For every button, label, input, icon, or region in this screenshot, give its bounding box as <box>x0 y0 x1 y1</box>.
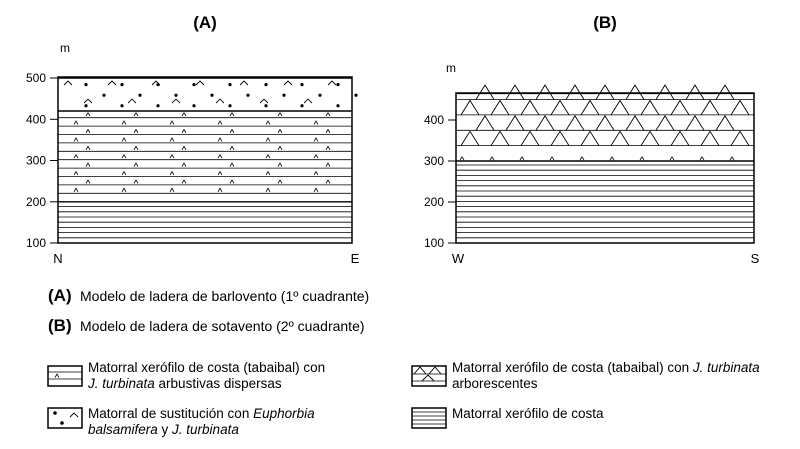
panel-b-tree-icon <box>611 131 629 145</box>
panel-a-caret-icon <box>86 180 90 184</box>
panel-b-tree-icon <box>731 101 749 115</box>
panel-a-caret-icon <box>74 155 78 159</box>
panel-a-caret-icon <box>74 172 78 176</box>
panel-b-caret-icon <box>520 157 524 160</box>
panel-a-caret-icon <box>122 188 126 192</box>
panel-a-caret-icon <box>218 188 222 192</box>
panel-a-caret-icon <box>266 121 270 125</box>
panel-b-tree-icon <box>656 116 674 130</box>
panel-a-caret-icon <box>326 180 330 184</box>
panel-b-unit: m <box>446 61 456 75</box>
panel-a-left-label: N <box>53 251 63 266</box>
panel-a-caret-icon <box>314 172 318 176</box>
panel-b-tree-icon <box>671 101 689 115</box>
panel-a-caret-icon <box>122 155 126 159</box>
panel-b-tree-icon <box>581 101 599 115</box>
panel-a-caret-icon <box>182 180 186 184</box>
panel-b-tree-icon <box>506 116 524 130</box>
panel-b-caret-icon <box>550 157 554 160</box>
panel-a-caret-icon <box>74 138 78 142</box>
panel-a-caret-icon <box>278 180 282 184</box>
panel-a-caret-icon <box>326 163 330 167</box>
legend-tree-icon <box>422 375 434 381</box>
panel-a-chevron-icon <box>240 81 248 85</box>
panel-a-caret-icon <box>230 180 234 184</box>
panel-a-layer-sustitucion <box>64 81 358 107</box>
panel-b-caret-icon <box>670 157 674 160</box>
panel-a-caret-icon <box>314 188 318 192</box>
panel-b-tree-icon <box>491 131 509 145</box>
panel-b-tick-label: 100 <box>423 236 444 250</box>
model-b-row <box>48 316 365 336</box>
legend-sustitucion-label: Matorral de sustitución con Euphorbia balsamifera y J. turbinata <box>88 406 315 437</box>
panel-a-caret-icon <box>86 163 90 167</box>
panel-a-tick-label: 300 <box>25 153 46 168</box>
panel-a-caret-icon <box>314 121 318 125</box>
panel-b-tree-icon <box>566 116 584 130</box>
panel-b-tree-icon <box>476 116 494 130</box>
panel-b-tree-icon <box>671 131 689 145</box>
panel-a-caret-icon <box>218 138 222 142</box>
panel-b-tree-icon <box>626 116 644 130</box>
legend-tree-icon <box>414 367 426 374</box>
panel-a-dot-icon <box>264 83 267 86</box>
panel-b-caret-icon <box>700 157 704 160</box>
panel-a <box>26 13 360 266</box>
panel-a-caret-icon <box>134 113 138 117</box>
panel-a-chevron-icon <box>172 99 180 103</box>
panel-a-dot-icon <box>84 83 87 86</box>
legend-swatch-costa <box>412 408 446 428</box>
legend-dot-icon <box>53 411 57 415</box>
panel-a-caret-icon <box>122 138 126 142</box>
panel-a-dot-icon <box>300 83 303 86</box>
panel-a-dot-icon <box>354 94 357 97</box>
panel-a-dot-icon <box>120 83 123 86</box>
panel-a-caret-icon <box>182 146 186 150</box>
panel-a-tick-label: 200 <box>25 194 46 209</box>
panel-a-caret-icon <box>170 138 174 142</box>
panel-a-caret-icon <box>74 121 78 125</box>
panel-a-dot-icon <box>120 104 123 107</box>
panel-b-tree-icon <box>551 131 569 145</box>
panel-a-caret-icon <box>134 163 138 167</box>
legend-swatch-frame <box>412 408 446 428</box>
panel-b-caret-icon <box>580 157 584 160</box>
panel-b-tree-icon <box>716 116 734 130</box>
panel-a-layer-costa <box>58 207 352 238</box>
panel-a-caret-icon <box>182 163 186 167</box>
panel-a-dot-icon <box>192 104 195 107</box>
panel-b-caret-icon <box>490 157 494 160</box>
legend-swatch-frame <box>48 408 82 428</box>
model-a-text: Modelo de ladera de barlovento (1º cuadrante) <box>80 288 370 304</box>
panel-a-caret-icon <box>326 113 330 117</box>
panel-a-caret-icon <box>278 146 282 150</box>
legend-chevron-icon <box>70 413 78 417</box>
panel-a-caret-icon <box>86 113 90 117</box>
panel-a-dot-icon <box>192 83 195 86</box>
panel-a-caret-icon <box>170 155 174 159</box>
panel-a-caret-icon <box>266 172 270 176</box>
panel-b-tree-icon <box>536 116 554 130</box>
panel-b <box>424 13 760 266</box>
panel-a-chevron-icon <box>108 81 116 85</box>
panel-b-tick-label: 200 <box>423 195 444 209</box>
panel-a-dot-icon <box>210 94 213 97</box>
panel-b-tree-icon <box>596 116 614 130</box>
panel-a-dot-icon <box>246 94 249 97</box>
panel-a-caret-icon <box>134 130 138 134</box>
panel-b-tree-icon <box>641 131 659 145</box>
panel-a-chevron-icon <box>216 99 224 103</box>
panel-a-y-axis <box>26 71 58 250</box>
panel-a-caret-icon <box>278 163 282 167</box>
panel-a-unit: m <box>60 41 70 55</box>
panel-a-caret-icon <box>230 130 234 134</box>
panel-a-tick-label: 400 <box>25 112 46 127</box>
panel-a-dot-icon <box>156 104 159 107</box>
panel-a-tick-label: 500 <box>25 71 46 85</box>
panel-b-layer-costa <box>456 165 754 238</box>
panel-a-caret-icon <box>86 146 90 150</box>
panel-a-caret-icon <box>86 130 90 134</box>
legend-tree-icon <box>429 367 441 374</box>
panel-a-caret-icon <box>314 155 318 159</box>
panel-a-dot-icon <box>300 104 303 107</box>
panel-a-caret-icon <box>122 172 126 176</box>
panel-a-tick-label: 100 <box>25 236 46 250</box>
legend-swatch-sustitucion <box>48 408 82 428</box>
panel-a-caret-icon <box>182 130 186 134</box>
panel-a-caret-icon <box>170 121 174 125</box>
panel-a-caret-icon <box>170 188 174 192</box>
panel-a-layers <box>58 78 358 238</box>
panel-a-dot-icon <box>228 83 231 86</box>
panel-a-dot-icon <box>138 94 141 97</box>
panel-a-caret-icon <box>326 130 330 134</box>
panel-b-caret-icon <box>610 157 614 160</box>
panel-a-dot-icon <box>264 104 267 107</box>
panel-a-dot-icon <box>336 83 339 86</box>
panel-b-tree-icon <box>521 101 539 115</box>
legend-dot-icon <box>60 421 64 425</box>
panel-a-dot-icon <box>84 104 87 107</box>
panel-a-caret-icon <box>266 138 270 142</box>
legend-swatch-frame <box>48 366 82 386</box>
legend-caret-icon <box>55 374 59 378</box>
panel-b-layer-arborescentes <box>456 85 754 160</box>
panel-a-chevron-icon <box>128 99 136 103</box>
panel-a-dot-icon <box>318 94 321 97</box>
panel-a-dot-icon <box>282 94 285 97</box>
panel-b-tree-icon <box>521 131 539 145</box>
panel-a-caret-icon <box>230 146 234 150</box>
panel-b-tree-icon <box>461 131 479 145</box>
panel-b-caret-icon <box>460 157 464 160</box>
panel-a-caret-icon <box>182 113 186 117</box>
panel-b-title: (B) <box>593 13 617 32</box>
panel-b-y-axis <box>424 113 456 250</box>
panel-a-caret-icon <box>266 155 270 159</box>
panel-a-dot-icon <box>174 94 177 97</box>
legend-costa-label: Matorral xerófilo de costa <box>452 406 604 421</box>
panel-b-tree-icon <box>701 131 719 145</box>
panel-b-caret-icon <box>640 157 644 160</box>
panel-a-caret-icon <box>218 121 222 125</box>
panel-b-tree-icon <box>611 101 629 115</box>
panel-b-tree-icon <box>641 101 659 115</box>
panel-a-chevron-icon <box>84 99 92 103</box>
panel-a-caret-icon <box>218 172 222 176</box>
panel-b-layers <box>456 85 754 238</box>
panel-a-caret-icon <box>122 121 126 125</box>
panel-a-dot-icon <box>102 94 105 97</box>
panel-a-chevron-icon <box>196 81 204 85</box>
panel-a-caret-icon <box>266 188 270 192</box>
panel-a-layer-dispersas <box>58 113 352 194</box>
panel-a-right-label: E <box>350 251 360 266</box>
model-b-text: Modelo de ladera de sotavento (2º cuadrante) <box>80 318 365 334</box>
panel-a-chevron-icon <box>328 81 336 85</box>
panel-a-caret-icon <box>218 155 222 159</box>
legend-swatch-dispersas <box>48 366 82 386</box>
panel-b-tick-label: 400 <box>423 113 444 127</box>
panel-b-tick-label: 300 <box>423 154 444 168</box>
model-a-letter: (A) <box>48 286 72 305</box>
panel-a-chevron-icon <box>304 99 312 103</box>
panel-b-tree-icon <box>551 101 569 115</box>
legend-swatch-arborescentes <box>412 366 446 386</box>
panel-a-caret-icon <box>314 138 318 142</box>
panel-b-caret-icon <box>730 157 734 160</box>
panel-b-tree-icon <box>461 101 479 115</box>
panel-b-tree-icon <box>491 101 509 115</box>
panel-a-caret-icon <box>170 172 174 176</box>
model-a-row <box>48 286 369 306</box>
panel-a-chevron-icon <box>64 81 72 85</box>
model-b-letter: (B) <box>48 316 72 335</box>
panel-a-caret-icon <box>74 188 78 192</box>
panel-b-tree-icon <box>581 131 599 145</box>
panel-a-caret-icon <box>134 180 138 184</box>
panel-b-tree-icon <box>731 131 749 145</box>
panel-a-caret-icon <box>326 146 330 150</box>
panel-a-title: (A) <box>193 13 217 32</box>
panel-a-caret-icon <box>230 163 234 167</box>
panel-b-tree-icon <box>701 101 719 115</box>
panel-a-caret-icon <box>134 146 138 150</box>
panel-a-dot-icon <box>228 104 231 107</box>
legend-dispersas-label: Matorral xerófilo de costa (tabaibal) con J. turbinata arbustivas dispersas <box>88 360 326 391</box>
panel-a-caret-icon <box>230 113 234 117</box>
legend-arborescentes-label: Matorral xerófilo de costa (tabaibal) con J. turbinata arborescentes <box>452 360 760 391</box>
panel-a-caret-icon <box>278 130 282 134</box>
panel-b-tree-icon <box>686 116 704 130</box>
panel-a-caret-icon <box>278 113 282 117</box>
panel-b-right-label: S <box>750 251 760 266</box>
panel-a-chevron-icon <box>284 81 292 85</box>
panel-a-dot-icon <box>336 104 339 107</box>
panel-b-left-label: W <box>451 251 465 266</box>
panel-a-chevron-icon <box>260 99 268 103</box>
panel-a-chevron-icon <box>152 81 160 85</box>
